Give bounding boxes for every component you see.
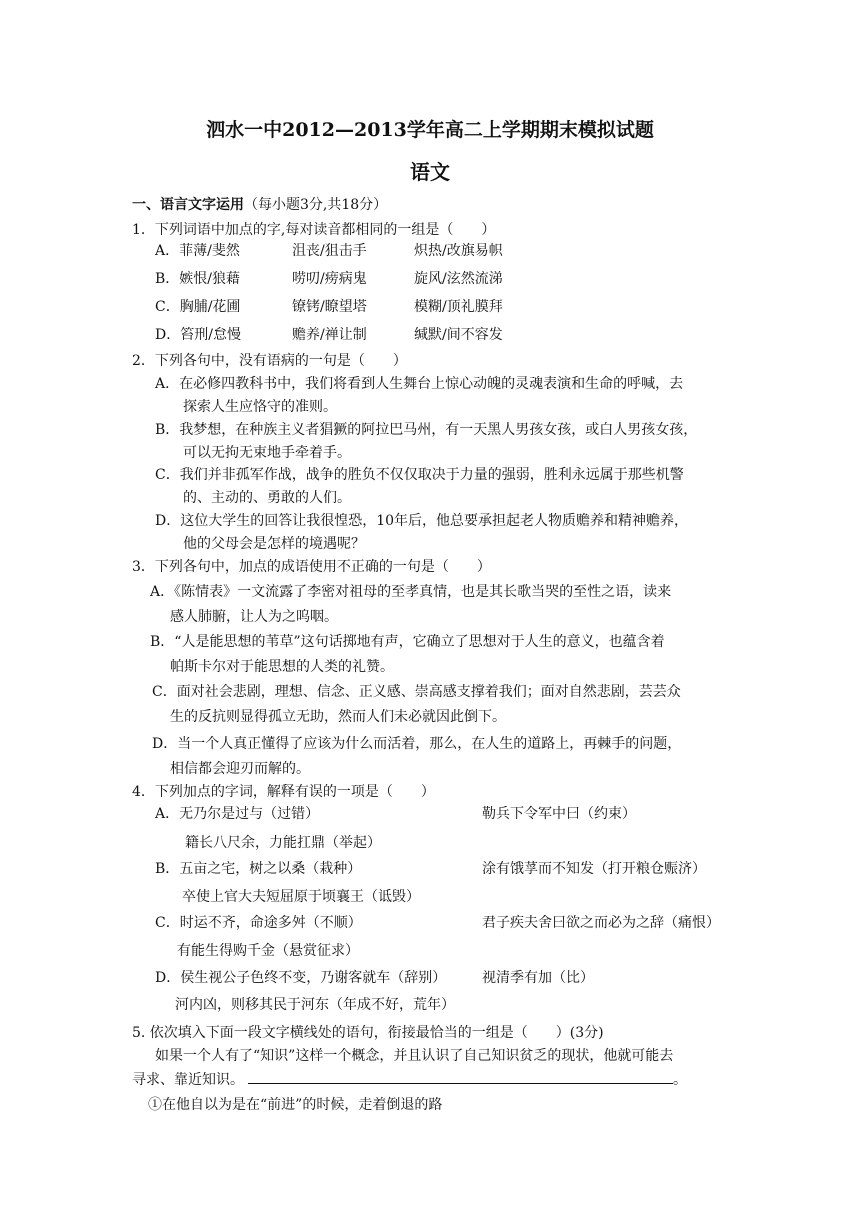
q2-option-b-line1: B．我梦想，在种族主义者猖獗的阿拉巴马州，有一天黑人男孩女孩，或白人男孩女孩， (155, 422, 698, 438)
q4-option-d-left: D．侯生视公子色终不变，乃谢客就车（辞别） (155, 970, 447, 986)
q3-option-d-line1: D．当一个人真正懂得了应该为什么而活着，那么，在人生的道路上，再棘手的问题， (152, 736, 682, 752)
q1-option-a-3: 炽热/改旗易帜 (414, 243, 503, 259)
q1-option-d-3: 缄默/间不容发 (414, 327, 503, 343)
q5-paragraph-line1: 如果一个人有了“知识”这样一个概念，并且认识了自己知识贫乏的现状，他就可能去 (155, 1048, 674, 1064)
q5-paragraph-text: 寻求、靠近知识。 (132, 1072, 244, 1088)
q2-option-c-line2: 的、主动的、勇敢的人们。 (183, 490, 351, 506)
q1-option-b-2: 唠叨/痨病鬼 (292, 271, 367, 287)
q4-option-d-second: 河内凶，则移其民于河东（年成不好，荒年） (175, 997, 455, 1013)
q4-option-c-right: 君子疾夫舍曰欲之而必为之辞（痛恨） (482, 915, 720, 931)
q3-option-c-line2: 生的反抗则显得孤立无助，然而人们未必就因此倒下。 (170, 709, 506, 725)
q1-option-b-3: 旋风/泫然流涕 (414, 271, 503, 287)
q4-option-b-left: B．五亩之宅，树之以桑（栽种） (155, 861, 362, 877)
q2-option-b-line2: 可以无拘无束地手牵着手。 (183, 445, 351, 461)
q2-option-d-line1: D．这位大学生的回答让我很惶恐，10年后，他总要承担起老人物质赡养和精神赡养， (155, 513, 689, 529)
q3-option-b-line1: B．“人是能思想的苇草”这句话掷地有声，它确立了思想对于人生的意义，也蕴含着 (150, 634, 665, 650)
q1-option-a-1: A．菲薄/斐然 (155, 243, 240, 259)
q3-option-b-line2: 帕斯卡尔对于能思想的人类的礼赞。 (170, 659, 394, 675)
q5-item-1: ①在他自以为是在“前进”的时候，走着倒退的路 (148, 1097, 443, 1113)
q4-stem: 4．下列加点的字词，解释有误的一项是（ ） (132, 784, 435, 800)
section-title: 一、语言文字运用 (132, 197, 244, 213)
q4-option-b-second: 卒使上官大夫短屈原于顷襄王（诋毁） (182, 889, 420, 905)
q4-option-c-left: C．时运不齐，命途多舛（不顺） (155, 915, 362, 931)
q4-option-a-left: A．无乃尔是过与（过错） (155, 806, 320, 822)
q3-option-a-line1: A．《陈情表》一文流露了李密对祖母的至孝真情，也是其长歌当哭的至性之语，读来 (150, 584, 672, 600)
page-title: 泗水一中2012—2013学年高二上学期期末模拟试题 (206, 119, 654, 141)
page-subtitle: 语文 (410, 160, 450, 184)
q2-stem: 2．下列各句中，没有语病的一句是（ ） (132, 353, 407, 369)
q1-option-c-3: 模糊/顶礼膜拜 (414, 299, 503, 315)
q1-option-d-1: D．笞刑/怠慢 (155, 327, 241, 343)
q4-option-a-right: 勒兵下令军中曰（约束） (482, 806, 636, 822)
q5-paragraph-end: 。 (673, 1072, 687, 1088)
q3-stem: 3．下列各句中，加点的成语使用不正确的一句是（ ） (132, 559, 491, 575)
section-note: （每小题3分,共18分） (244, 197, 388, 213)
q1-stem: 1．下列词语中加点的字,每对读音都相同的一组是（ ） (132, 222, 496, 238)
q2-option-c-line1: C．我们并非孤军作战，战争的胜负不仅仅取决于力量的强弱，胜利永远属于那些机警 (155, 467, 684, 483)
q1-option-c-2: 镣铐/瞭望塔 (292, 299, 367, 315)
q1-option-c-1: C．胸脯/花圃 (155, 299, 241, 315)
q3-option-a-line2: 感人肺腑，让人为之呜咽。 (170, 609, 338, 625)
q4-option-a-second: 籍长八尺余，力能扛鼎（举起） (185, 835, 381, 851)
q5-stem: 5. 依次填入下面一段文字横线处的语句，衔接最恰当的一组是（ ）(3分) (132, 1025, 604, 1041)
q5-paragraph-line2 (132, 1070, 687, 1089)
q4-option-b-right: 涂有饿莩而不知发（打开粮仓赈济） (482, 861, 706, 877)
q2-option-d-line2: 他的父母会是怎样的境遇呢？ (183, 536, 365, 552)
q2-option-a-line2: 探索人生应恪守的准则。 (183, 399, 337, 415)
q4-option-d-right: 视清季有加（比） (482, 970, 594, 986)
q2-option-a-line1: A．在必修四教科书中，我们将看到人生舞台上惊心动魄的灵魂表演和生命的呼喊，去 (155, 376, 684, 392)
q4-option-c-second: 有能生得购千金（悬赏征求） (177, 943, 359, 959)
q1-option-b-1: B．嫉恨/狼藉 (155, 271, 241, 287)
q5-answer-blank (248, 1070, 673, 1084)
q1-option-a-2: 沮丧/狙击手 (292, 243, 367, 259)
q3-option-c-line1: C．面对社会悲剧，理想、信念、正义感、崇高感支撑着我们；面对自然悲剧，芸芸众 (152, 684, 681, 700)
section-heading (132, 196, 387, 214)
q1-option-d-2: 赡养/禅让制 (292, 327, 367, 343)
q3-option-d-line2: 相信都会迎刃而解的。 (170, 761, 310, 777)
